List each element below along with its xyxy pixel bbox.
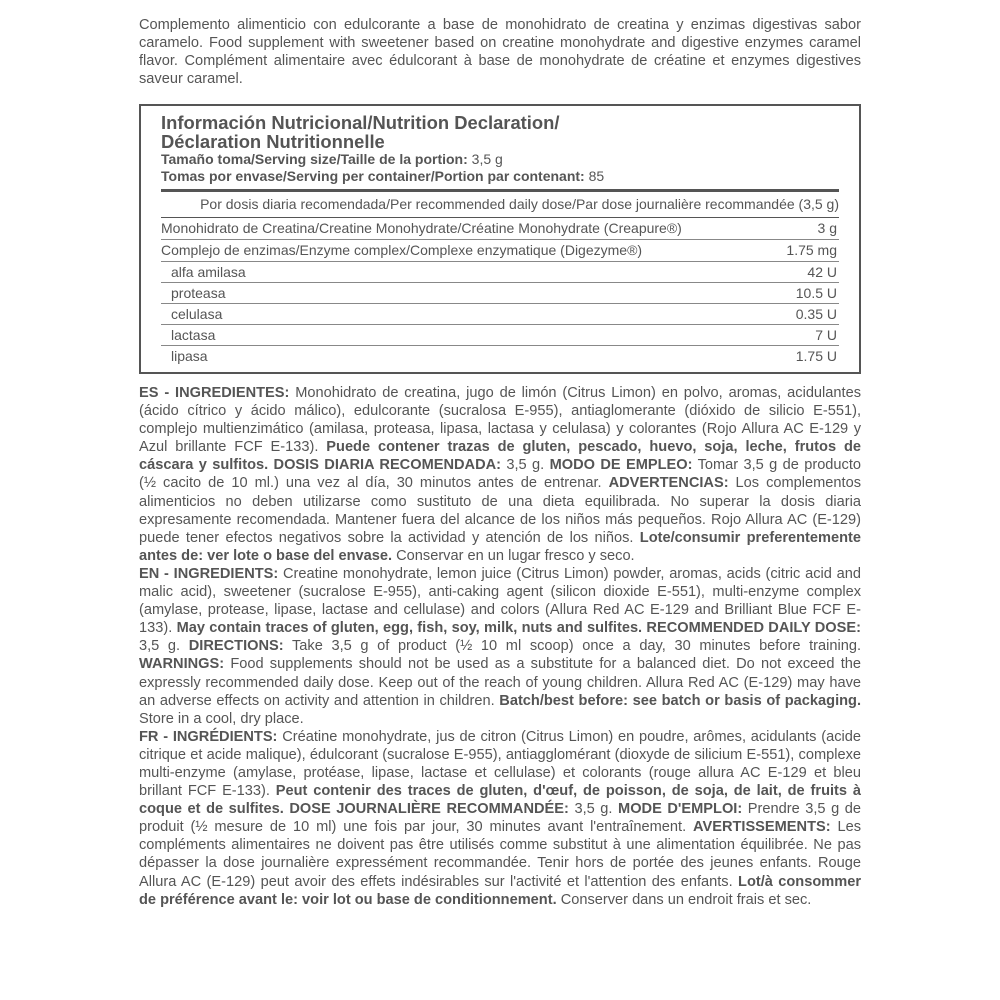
en-allergens-dose-heading: May contain traces of gluten, egg, fish, soy, milk, nuts and sulfites. RECOMMENDED DAILY DOSE:	[176, 620, 861, 637]
servings-value: 85	[588, 168, 605, 184]
nutrition-table	[139, 104, 861, 374]
column-header-label: Por dosis diaria recomendada/Per recommended daily dose/Par dose journalière recommandée (3,5 g)	[200, 196, 839, 212]
ingredients-en	[139, 565, 861, 728]
fr-warnings-text: Les compléments alimentaires ne doivent pas être utilisés comme substitut à une alimentation équilibrée. Ne pas dépasser la dose journalière expressément recommandée. Tenir hors de portée des jeunes enfants. Rouge Allura AC (E-129) peut avoir des effets indésirables sur l'activité et l'attention des enfants.	[139, 819, 861, 890]
en-directions-text: Take 3,5 g of product (½ 10 ml scoop) once a day, 30 minutes before training.	[283, 638, 862, 655]
row-amount: 1.75 mg	[786, 242, 837, 258]
en-dose-text: 3,5 g.	[139, 638, 189, 655]
serving-size-value: 3,5 g	[471, 151, 503, 167]
es-directions-text: Tomar 3,5 g de producto (½ cacito de 10 ml.) una vez al día, 30 minutos antes de entrenar.	[139, 457, 862, 492]
es-batch-heading: Lote/consumir preferentemente antes de: ver lote o base del envase.	[139, 529, 861, 564]
row-label: alfa amilasa	[171, 264, 246, 280]
row-amount: 42 U	[807, 264, 837, 280]
fr-directions-text: Prendre 3,5 g de produit (½ mesure de 10 ml) une fois par jour, 30 minutes avant l'entraînement.	[139, 801, 862, 836]
en-warnings-text: Food supplements should not be used as a substitute for a balanced diet. Do not exceed the expressly recommended daily dose. Keep out of the reach of young children. Allura Red AC (E-129) may have an adverse effects on activity and attention in children.	[139, 656, 861, 709]
table-row	[161, 304, 839, 325]
fr-directions-heading: MODE D'EMPLOI:	[618, 801, 743, 818]
fr-ingredients-text: Créatine monohydrate, jus de citron (Citrus Limon) en poudre, arômes, acidulants (acide citrique et acide malique), édulcorant (sucralose E-955), antiagglomérant (dioxyde de silicium E-551), complexe multi-enzyme (amylase, protéase, lipase, lactase et cellulase) et colorants (rouge allura AC E-129 et bleu brillant FCF E-133).	[139, 728, 861, 800]
fr-ingredients-heading: FR - INGRÉDIENTS:	[139, 728, 278, 745]
table-row	[161, 325, 839, 346]
ingredients-es	[139, 384, 861, 565]
table-row	[161, 346, 839, 366]
fr-warnings-heading: AVERTISSEMENTS:	[693, 819, 831, 836]
row-label: lactasa	[171, 327, 216, 343]
fr-allergens-dose-heading: Peut contenir des traces de gluten, d'œuf, de poisson, de soja, de lait, de fruits à coque et de sulfites. DOSE JOURNALIÈRE RECOMMANDÉE:	[139, 783, 861, 818]
fr-dose-text: 3,5 g.	[568, 801, 619, 818]
en-ingredients-heading: EN - INGREDIENTS:	[139, 565, 279, 582]
row-label: celulasa	[171, 306, 223, 322]
es-warnings-heading: ADVERTENCIAS:	[608, 475, 729, 492]
servings-per-container	[161, 168, 839, 185]
es-allergens-dose-heading: Puede contener trazas de gluten, pescado, huevo, soja, leche, frutos de cáscara y sulfitos. DOSIS DIARIA RECOMENDADA:	[139, 439, 861, 474]
row-amount: 3 g	[817, 220, 837, 236]
table-column-header	[161, 192, 839, 218]
nutrition-title-line2: Déclaration Nutritionnelle	[161, 131, 385, 152]
nutrition-title	[161, 113, 839, 151]
servings-label: Tomas por envase/Serving per container/Portion par contenant:	[161, 168, 585, 184]
row-label: proteasa	[171, 285, 226, 301]
es-storage-text: Conservar en un lugar fresco y seco.	[392, 547, 635, 564]
row-amount: 0.35 U	[795, 306, 837, 322]
row-amount: 1.75 U	[795, 348, 837, 364]
ingredients-fr	[139, 728, 861, 909]
es-directions-heading: MODO DE EMPLEO:	[549, 457, 693, 474]
ingredients-section	[139, 384, 861, 909]
table-row	[161, 262, 839, 283]
es-ingredients-heading: ES - INGREDIENTES:	[139, 385, 290, 401]
en-warnings-heading: WARNINGS:	[139, 656, 225, 673]
es-warnings-text: Los complementos alimenticios no deben utilizarse como sustituto de una dieta equilibrada. No superar la dosis diaria expresamente recomendada. Mantener fuera del alcance de los niños más pequeños. Rojo Allura AC (E-129) puede tener efectos negativos sobre la actividad y atención de los niños.	[139, 475, 861, 546]
row-label: Monohidrato de Creatina/Creatine Monohydrate/Créatine Monohydrate (Creapure®)	[161, 220, 682, 236]
row-label: lipasa	[171, 348, 208, 364]
table-row	[161, 283, 839, 304]
nutrition-title-line1: Información Nutricional/Nutrition Declaration/	[161, 112, 560, 133]
es-ingredients-text: Monohidrato de creatina, jugo de limón (Citrus Limon) en polvo, aromas, acidulantes (ácido cítrico y ácido málico), edulcorante (sucralosa E-955), antiaglomerante (dióxido de silicio E-551), complejo multienzimático (amilasa, proteasa, lipasa, lactasa y celulasa) y colorantes (Rojo Allura AC E-129 y Azul brillante FCF E-133).	[139, 385, 861, 456]
table-row	[161, 240, 839, 262]
row-amount: 10.5 U	[795, 285, 837, 301]
fr-batch-heading: Lot/à consommer de préférence avant le: voir lot ou base de conditionnement.	[139, 873, 861, 908]
es-dose-text: 3,5 g.	[501, 457, 550, 474]
product-description: Complemento alimenticio con edulcorante a base de monohidrato de creatina y enzimas digestivas sabor caramelo. Food supplement with sweetener based on creatine monohydrate and digestive enzymes caramel flavor. Complément alimentaire avec édulcorant à base de monohydrate de créatine et enzymes digestives saveur caramel.	[139, 17, 861, 87]
en-storage-text: Store in a cool, dry place.	[139, 710, 304, 727]
en-directions-heading: DIRECTIONS:	[188, 638, 284, 655]
row-amount: 7 U	[815, 327, 837, 343]
table-row	[161, 218, 839, 240]
row-label: Complejo de enzimas/Enzyme complex/Complexe enzymatique (Digezyme®)	[161, 242, 643, 258]
en-ingredients-text: Creatine monohydrate, lemon juice (Citrus Limon) powder, aromas, acids (citric acid and malic acid), sweetener (sucralose E-955), anti-caking agent (silicon dioxide E-551), multi-enzyme complex (amylase, protease, lipase, lactase and cellulase) and colors (Allura Red AC E-129 and Brilliant Blue FCF E-133).	[139, 565, 861, 637]
label-page	[139, 16, 861, 909]
serving-size	[161, 151, 839, 168]
en-batch-heading: Batch/best before: see batch or basis of packaging.	[499, 692, 862, 709]
fr-storage-text: Conserver dans un endroit frais et sec.	[556, 891, 812, 908]
serving-size-label: Tamaño toma/Serving size/Taille de la portion:	[161, 151, 468, 167]
